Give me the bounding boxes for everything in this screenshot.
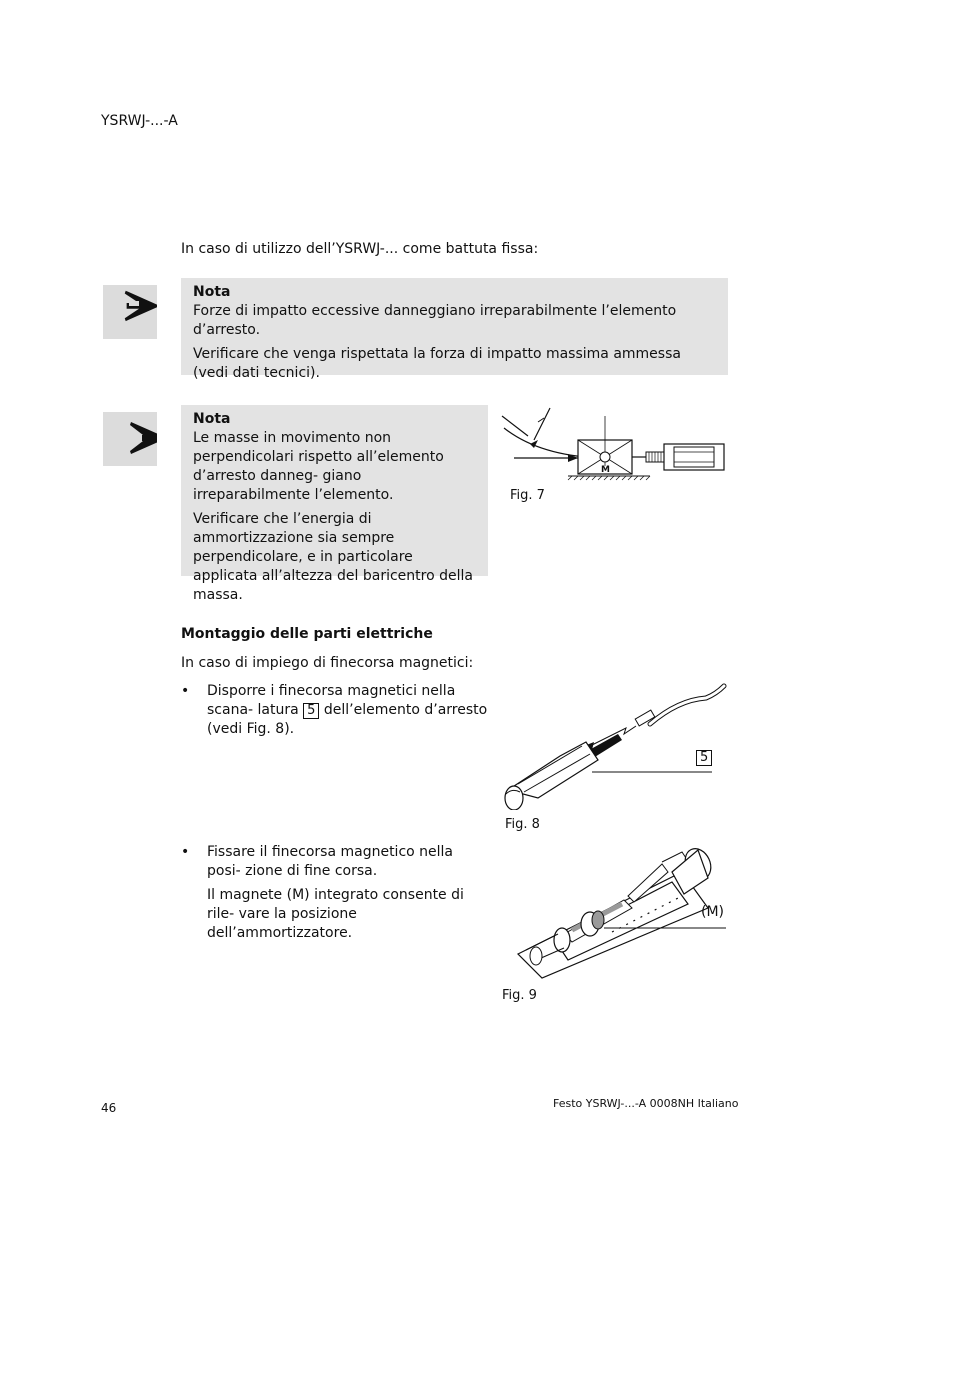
- note-instruction: Verificare che l’energia di ammortizzazione sia sempre perpendicolare, e in particolare applicata all’altezza del baricentro della massa.: [193, 511, 473, 603]
- arrow-right-icon: [103, 412, 157, 466]
- fig9-callout-label: (M): [701, 904, 725, 920]
- note-arrow-box: [103, 412, 157, 466]
- bullet-text: Disporre i finecorsa magnetici nella scana- latura: [207, 683, 456, 718]
- fig7-illustration: [498, 400, 728, 482]
- bullet-text: Fissare il finecorsa magnetico nella posi- zione di fine corsa.: [207, 844, 454, 879]
- page-number: 46: [101, 1101, 117, 1115]
- fig8-callout-label: 5: [696, 750, 712, 766]
- note-title: Nota: [193, 411, 231, 427]
- fig9-caption: Fig. 9: [502, 988, 537, 1003]
- note-arrow-box: [103, 285, 157, 339]
- fig7-mass-label: M: [601, 465, 610, 475]
- fig7-caption: Fig. 7: [510, 488, 545, 503]
- bullet-symbol: •: [181, 683, 190, 699]
- note-text: Forze di impatto eccessive danneggiano irreparabilmente l’elemento d’arresto.: [193, 303, 677, 338]
- section-heading: Montaggio delle parti elettriche: [181, 626, 433, 642]
- bullet-item: [181, 682, 491, 739]
- fig8-illustration: [498, 680, 728, 810]
- bullet-text: Il magnete (M) integrato consente di rile- vare la posizione dell’ammortizzatore.: [207, 887, 464, 941]
- reference-number: 5: [303, 703, 319, 719]
- document-header: YSRWJ-...-A: [101, 113, 178, 129]
- intro-text: In caso di utilizzo dell’YSRWJ-... come battuta fissa:: [181, 241, 539, 257]
- section-intro: In caso di impiego di finecorsa magnetici:: [181, 655, 474, 671]
- bullet-symbol: •: [181, 844, 190, 860]
- fig8-caption: Fig. 8: [505, 817, 540, 832]
- bullet-text: dell’elemento d’arresto (vedi Fig. 8).: [207, 702, 488, 737]
- note-title: Nota: [193, 284, 231, 300]
- note-box-impact: [181, 278, 728, 381]
- note-instruction: Verificare che venga rispettata la forza di impatto massima ammessa (vedi dati tecnici).: [193, 346, 681, 381]
- note-box-perpendicular: [181, 405, 488, 603]
- arrow-right-icon: [103, 285, 157, 339]
- bullet-item: [181, 843, 491, 943]
- note-text: Le masse in movimento non perpendicolari rispetto all’elemento d’arresto danneg- giano irreparabilmente l’elemento.: [193, 430, 444, 503]
- document-info: Festo YSRWJ-...-A 0008NH Italiano: [553, 1097, 739, 1110]
- fig9-illustration: [512, 842, 730, 982]
